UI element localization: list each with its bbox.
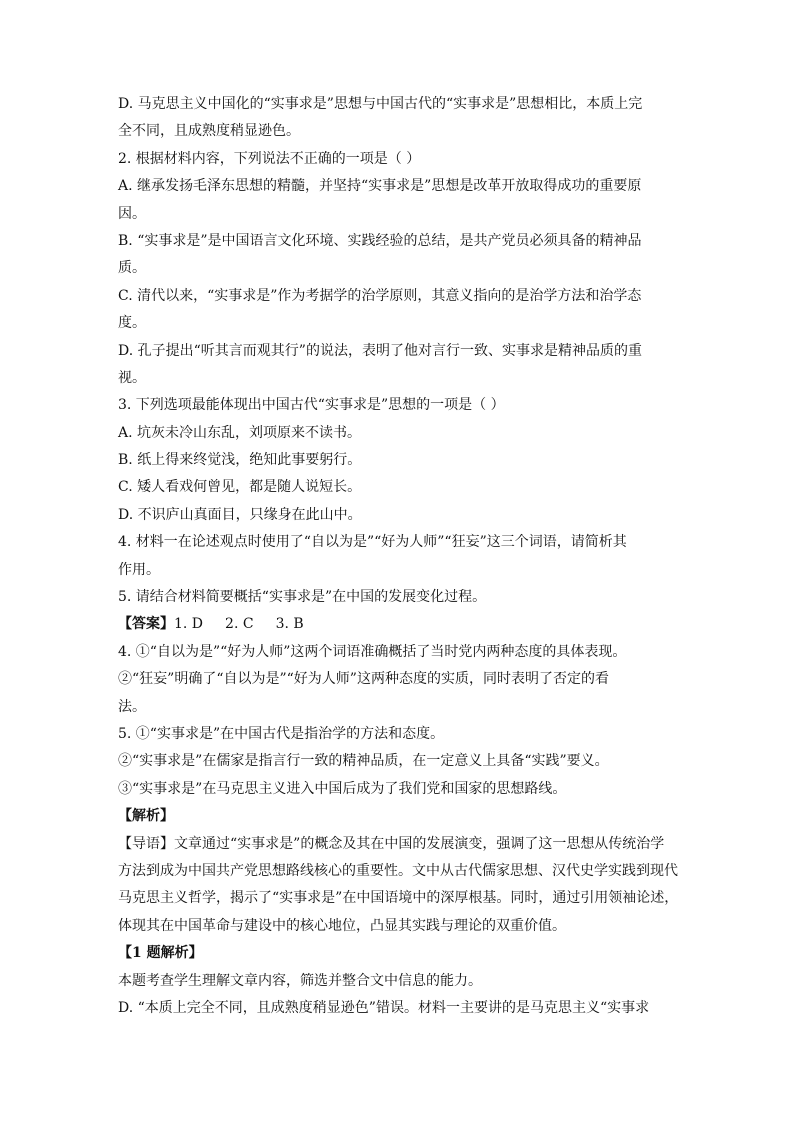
guide-paragraph-line: 体现其在中国革命与建设中的核心地位，凸显其实践与理论的双重价值。	[118, 917, 566, 934]
answer-label: 【答案】	[118, 616, 174, 633]
option-a: A. 坑灰未冷山东乱，刘项原来不读书。	[118, 424, 362, 441]
text-line: D. 孔子提出“听其言而观其行”的说法，表明了他对言行一致、实事求是精神品质的重	[118, 342, 642, 359]
guide-paragraph-line: 方法到成为中国共产党思想路线核心的重要性。文中从古代儒家思想、汉代史学实践到现代	[118, 862, 678, 879]
text-line: 法。	[118, 698, 146, 715]
text-line: 质。	[118, 260, 146, 277]
question-4-stem: 4. 材料一在论述观点时使用了“自以为是”“好为人师”“狂妄”这三个词语，请简析其	[118, 534, 627, 551]
answer-item: 3. B	[275, 616, 304, 633]
answer-item: 2. C	[225, 616, 254, 633]
text-line: D. “本质上完全不同，且成熟度稍显逊色”错误。材料一主要讲的是马克思主义“实事求	[118, 999, 650, 1016]
text-line: 本题考查学生理解文章内容，筛选并整合文中信息的能力。	[118, 972, 482, 989]
guide-paragraph-line: 【导语】文章通过“实事求是”的概念及其在中国的发展演变，强调了这一思想从传统治学	[118, 835, 665, 852]
text-line: 视。	[118, 369, 146, 386]
option-b: B. 纸上得来终觉浅，绝知此事要躬行。	[118, 452, 362, 469]
text-line: 因。	[118, 205, 146, 222]
text-line: 4. ①“自以为是”“好为人师”这两个词语准确概括了当时党内两种态度的具体表现。	[118, 643, 627, 660]
q1-analysis-heading: 【1 题解析】	[118, 945, 203, 962]
text-line: ③“实事求是”在马克思主义进入中国后成为了我们党和国家的思想路线。	[118, 780, 567, 797]
text-line: A. 继承发扬毛泽东思想的精髓，并坚持“实事求是”思想是改革开放取得成功的重要原	[118, 178, 642, 195]
option-c: C. 矮人看戏何曾见，都是随人说短长。	[118, 479, 362, 496]
text-line: 全不同，且成熟度稍显逊色。	[118, 123, 300, 140]
text-line: 5. ①“实事求是”在中国古代是指治学的方法和态度。	[118, 725, 445, 742]
text-line: C. 清代以来，“实事求是”作为考据学的治学原则，其意义指向的是治学方法和治学态	[118, 287, 642, 304]
text-line: D. 马克思主义中国化的“实事求是”思想与中国古代的“实事求是”思想相比，本质上完	[118, 96, 643, 112]
document-body	[118, 91, 679, 1022]
question-3-stem: 3. 下列选项最能体现出中国古代“实事求是”思想的一项是（ ）	[118, 397, 505, 414]
option-d: D. 不识庐山真面目，只缘身在此山中。	[118, 506, 362, 523]
question-2-stem: 2. 根据材料内容，下列说法不正确的一项是（ ）	[118, 150, 421, 167]
text-line: B. “实事求是”是中国语言文化环境、实践经验的总结，是共产党员必须具备的精神品	[118, 232, 642, 249]
text-line: 度。	[118, 315, 146, 332]
text-line: ②“实事求是”在儒家是指言行一致的精神品质，在一定意义上具备“实践”要义。	[118, 753, 609, 770]
answer-item: 1. D	[174, 616, 204, 633]
analysis-heading: 【解析】	[118, 808, 174, 825]
answer-line	[118, 611, 658, 638]
text-line: 作用。	[118, 561, 160, 578]
text-line: ②“狂妄”明确了“自以为是”“好为人师”这两种态度的实质，同时表明了否定的看	[118, 671, 609, 688]
guide-paragraph-line: 马克思主义哲学，揭示了“实事求是”在中国语境中的深厚根基。同时，通过引用领袖论述，	[118, 890, 679, 907]
question-5-stem: 5. 请结合材料简要概括“实事求是”在中国的发展变化过程。	[118, 589, 487, 606]
